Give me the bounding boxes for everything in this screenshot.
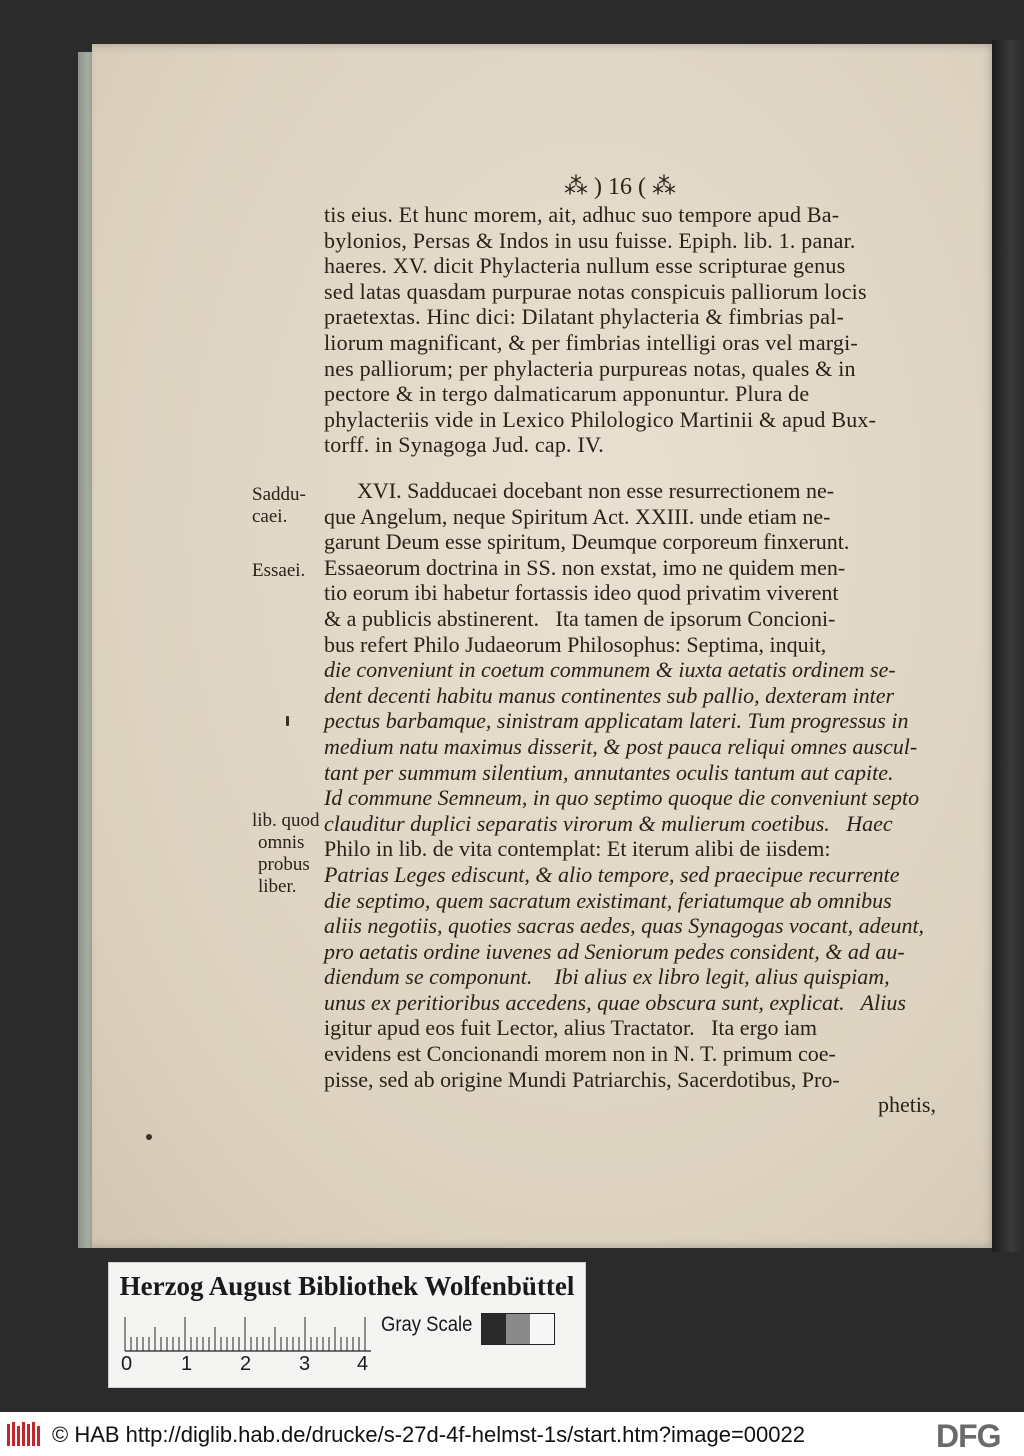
text-line: haeres. XV. dicit Phylacteria nullum esse scripturae genus bbox=[324, 253, 846, 279]
ruler-number: 0 bbox=[121, 1353, 133, 1375]
dfg-logo: DFG bbox=[932, 1418, 1001, 1455]
gray-swatch-mid bbox=[506, 1314, 530, 1344]
margin-note-line: probus bbox=[258, 854, 310, 875]
italic-line: pectus barbamque, sinistram applicatam lateri. Tum progressus in bbox=[324, 708, 909, 734]
ruler-number: 3 bbox=[299, 1353, 311, 1375]
text-line: & a publicis abstinerent. Ita tamen de ipsorum Concioni- bbox=[324, 605, 836, 631]
text-line: evidens est Concionandi morem non in N. T. primum coe- bbox=[324, 1041, 836, 1067]
ruler-number: 4 bbox=[357, 1353, 369, 1375]
italic-line: pro aetatis ordine iuvenes ad Seniorum pedes consident, & ad au- bbox=[324, 938, 905, 964]
text-line: torff. in Synagoga Jud. cap. IV. bbox=[324, 432, 604, 458]
margin-note-line: lib. quod bbox=[252, 810, 320, 831]
text-line: tis eius. Et hunc morem, ait, adhuc suo tempore apud Ba- bbox=[324, 202, 840, 227]
text-line: Philo in lib. de vita contemplat: Et iterum alibi de iisdem: bbox=[324, 836, 831, 862]
hab-bars-icon bbox=[6, 1420, 42, 1448]
text-line: nes palliorum; per phylacteria purpureas notas, quales & in bbox=[324, 355, 856, 381]
italic-line: die conveniunt in coetum communem & iuxta aetatis ordinem se- bbox=[324, 657, 896, 683]
text-line: Essaeorum doctrina in SS. non exstat, imo ne quidem men- bbox=[324, 554, 846, 580]
margin-note-essaei: Essaei. bbox=[252, 560, 306, 581]
gray-swatch-dark bbox=[482, 1314, 506, 1344]
ink-speck bbox=[146, 1134, 152, 1140]
italic-line: dent decenti habitu manus continentes sub pallio, dexteram inter bbox=[324, 682, 895, 708]
margin-note-line: Saddu- bbox=[252, 484, 306, 505]
text-line: XVI. Sadducaei docebant non esse resurrectionem ne- bbox=[324, 478, 835, 503]
text-line: pisse, sed ab origine Mundi Patriarchis, Sacerdotibus, Pro- bbox=[324, 1066, 840, 1092]
margin-note-line: liber. bbox=[258, 876, 297, 897]
italic-line: aliis negotiis, quoties sacras aedes, quas Synagogas vocant, adeunt, bbox=[324, 913, 925, 939]
text-line: phylacteriis vide in Lexico Philologico Martinii & apud Bux- bbox=[324, 406, 877, 432]
italic-line: diendum se componunt. Ibi alius ex libro legit, alius quispiam, bbox=[324, 964, 890, 990]
ruler-number: 1 bbox=[181, 1353, 193, 1375]
gray-scale-swatches bbox=[481, 1313, 555, 1345]
library-scale-label bbox=[108, 1262, 586, 1388]
text-block-top bbox=[324, 202, 936, 458]
margin-note-sadducaei bbox=[252, 484, 306, 528]
text-line: bus refert Philo Judaeorum Philosophus: Septima, inquit, bbox=[324, 631, 827, 657]
source-url-text: © HAB http://diglib.hab.de/drucke/s-27d-4f-helmst-1s/start.htm?image=00022 bbox=[52, 1422, 805, 1447]
text-line: que Angelum, neque Spiritum Act. XXIII. unde etiam ne- bbox=[324, 503, 831, 529]
italic-line: unus ex peritioribus accedens, quae obscura sunt, explicat. Alius bbox=[324, 989, 906, 1015]
text-line: pectore & in tergo dalmaticarum apponuntur. Plura de bbox=[324, 381, 810, 407]
italic-line: die septimo, quem sacratum existimant, feriatumque ab omnibus bbox=[324, 887, 892, 913]
italic-line: tant per summum silentium, annutantes oculis tantum aut capite. bbox=[324, 759, 894, 785]
text-line: bylonios, Persas & Indos in usu fuisse. Epiph. lib. 1. panar. bbox=[324, 227, 856, 253]
italic-line: Id commune Semneum, in quo septimo quoque die conveniunt septo bbox=[324, 785, 920, 811]
catchword: phetis, bbox=[877, 1092, 936, 1118]
italic-line: clauditur duplici separatis virorum & mulierum coetibus. Haec bbox=[324, 810, 893, 836]
text-line: praetextas. Hinc dici: Dilatant phylacteria & fimbrias pal- bbox=[324, 304, 845, 330]
margin-note-line: caei. bbox=[252, 506, 288, 527]
margin-note-line: omnis bbox=[258, 832, 305, 853]
library-name: Herzog August Bibliothek Wolfenbüttel bbox=[119, 1271, 575, 1301]
gray-scale-label: Gray Scale bbox=[381, 1313, 473, 1336]
text-line: sed latas quasdam purpurae notas conspicuis palliorum locis bbox=[324, 278, 867, 304]
page-header: ⁂ ) 16 ( ⁂ bbox=[564, 174, 676, 200]
ruler-scale bbox=[123, 1309, 373, 1353]
text-block-main bbox=[324, 478, 936, 1118]
italic-line: Patrias Leges ediscunt, & alio tempore, sed praecipue recurrente bbox=[324, 861, 900, 887]
text-line: liorum magnificant, & per fimbrias intelligi oras vel margi- bbox=[324, 329, 858, 355]
ruler-number: 2 bbox=[240, 1353, 252, 1375]
text-line: tio eorum ibi habetur fortassis ideo quod privatim viverent bbox=[324, 580, 839, 606]
footer-bar bbox=[0, 1412, 1024, 1456]
margin-note-philo bbox=[252, 810, 320, 898]
text-line: garunt Deum esse spiritum, Deumque corporeum finxerunt. bbox=[324, 529, 850, 555]
italic-line: medium natu maximus disserit, & post pauca reliqui omnes auscul- bbox=[324, 733, 918, 759]
text-line: igitur apud eos fuit Lector, alius Tractator. Ita ergo iam bbox=[324, 1015, 817, 1041]
ink-speck bbox=[286, 716, 289, 726]
gray-swatch-light bbox=[530, 1314, 554, 1344]
page-gutter-shadow bbox=[992, 40, 1024, 1252]
